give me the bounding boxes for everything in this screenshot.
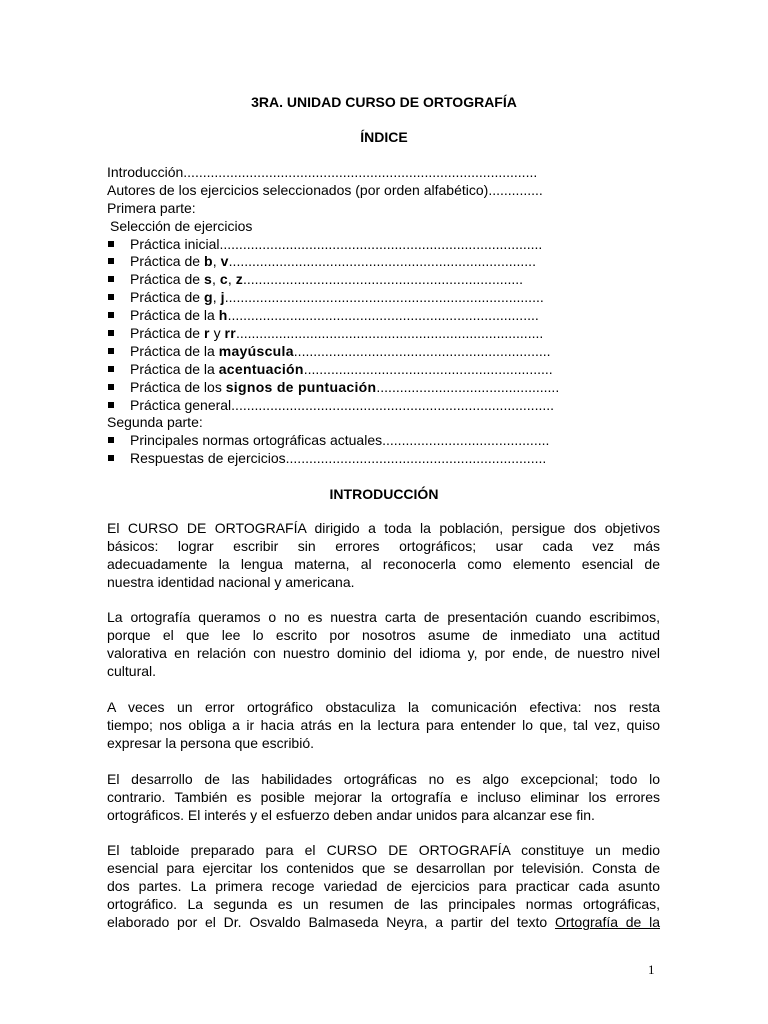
toc-leader-dots: ........................................... [382,432,550,449]
toc-entry-label: Respuestas de ejercicios [130,450,286,467]
paragraph [107,770,660,824]
text-segment: elaborado por el Dr. Osvaldo Balmaseda Neyra, a partir del texto [107,914,555,930]
toc-leader-dots: ............................................................................... [235,325,544,342]
text-line: La ortografía queramos o no es nuestra carta de presentación cuando escribimos, [107,609,660,625]
toc-entry-label: , [212,253,221,270]
text-line: dos partes. La primera recoge variedad de ejercicios para practicar cada asunto [107,878,660,894]
bullet-icon [108,455,114,461]
paragraph [107,608,660,680]
text-line: El CURSO DE ORTOGRAFÍA dirigido a toda la población, persigue dos objetivos [107,520,660,536]
toc-section-primera-parte: Primera parte: [107,199,196,216]
text-line: contrario. También es posible mejorar la ortografía e incluso eliminar los errores [107,789,660,805]
toc-entry-bold-term: g [203,289,213,306]
toc-leader-dots: ........................................................................................... [183,164,538,180]
toc-entry-label: Práctica de [130,271,204,288]
index-heading: ÍNDICE [360,129,408,145]
paragraph [107,519,660,591]
toc-entry-label: y [209,325,225,342]
toc-entry-label: Práctica de la [130,342,219,359]
text-line: porque el que lee lo escrito por nosotros asume de inmediato una actitud [107,627,660,643]
bullet-icon [108,241,114,247]
bullet-icon [108,294,114,300]
toc-entry-label: , [212,289,221,306]
toc-entry-practica[interactable] [107,253,607,271]
toc-subsection-seleccion: Selección de ejercicios [110,217,253,234]
toc-leader-dots: ................................................................ [303,360,553,377]
document-title: 3RA. UNIDAD CURSO DE ORTOGRAFÍA [251,94,517,110]
toc-entry-bold-term: h [218,307,228,324]
toc-leader-dots: ................................................................................... [219,235,543,252]
toc-entry-bold-term: v [220,253,229,270]
toc-entry-label: Autores de los ejercicios seleccionados (por orden alfabético) [107,181,489,198]
text-line: cultural. [107,663,157,679]
toc-entry-label: , [227,271,236,288]
text-line: A veces un error ortográfico obstaculiza la comunicación efectiva: nos resta [107,699,660,715]
bullet-icon [108,276,114,282]
toc-entry-bold-term: signos de puntuación [225,378,377,395]
toc-entry-practica[interactable] [107,271,607,289]
page-number: 1 [648,962,655,977]
toc-entry-bold-term: rr [224,325,236,342]
toc-entry-practica[interactable] [107,325,607,343]
bullet-icon [108,366,114,372]
toc-entry-bold-term: j [220,289,225,306]
text-line: ortográficos. El interés y el esfuerzo deben andar unidos para alcanzar ese fin. [107,807,595,823]
toc-entry-segunda[interactable] [107,450,607,468]
text-line: expresar la persona que escribió. [107,735,315,751]
bullet-icon [108,312,114,318]
toc-leader-dots: ................................................................... [285,450,547,467]
paragraph [107,841,660,931]
toc-practicas-list [107,236,607,415]
toc-leader-dots: ................................................................................ [227,307,539,324]
toc-entry-bold-term: b [203,253,213,270]
toc-segunda-list [107,432,607,468]
toc-entry-label: Práctica de [130,289,204,306]
toc-entry-practica[interactable] [107,379,607,397]
toc-entry-practica[interactable] [107,236,607,254]
text-line [107,913,660,931]
paragraph [107,698,660,752]
toc-entry-label: , [212,271,220,288]
toc-entry-label: Práctica de [130,253,204,270]
bullet-icon [108,348,114,354]
toc-entry-label: Introducción [107,164,184,180]
toc-entry-practica[interactable] [107,343,607,361]
toc-entry-bold-term: mayúscula [218,342,294,359]
toc-entry-introduccion[interactable] [107,164,607,182]
bullet-icon [108,330,114,336]
bullet-icon [108,258,114,264]
text-line: El desarrollo de las habilidades ortográficas no es algo excepcional; todo lo [107,771,660,787]
text-line: ortográfico. La segunda es un resumen de las principales normas ortográficas, [107,896,660,912]
toc-entry-autores[interactable] [107,182,607,200]
toc-entry-practica[interactable] [107,307,607,325]
toc-entry-label: Principales normas ortográficas actuales [130,432,383,449]
toc-entry-label: Práctica de [130,325,204,342]
toc-entry-practica[interactable] [107,361,607,379]
toc-leader-dots: .................................................................. [293,342,551,359]
toc-entry-label: Práctica de la [130,360,219,377]
toc-leader-dots: ................................................................................... [231,396,555,413]
toc-leader-dots: ............................................................................... [228,253,536,270]
toc-entry-label: Práctica de los [130,378,226,395]
bullet-icon [108,384,114,390]
toc-leader-dots: .............. [488,181,543,198]
text-line: El tabloide preparado para el CURSO DE ORTOGRAFÍA constituye un medio [107,842,660,858]
toc-entry-label: Práctica de la [130,307,219,324]
intro-heading: INTRODUCCIÓN [329,486,439,502]
text-line: valorativa en relación con nuestro dominio del idioma y, por ende, de nuestro nivel [107,645,660,661]
text-line: esencial para ejercitar los contenidos que se desarrollan por televisión. Consta de [107,860,660,876]
toc-entry-practica[interactable] [107,397,607,415]
toc-entry-segunda[interactable] [107,432,607,450]
table-of-contents [107,164,607,468]
text-line: básicos: lograr escribir sin errores ortográficos; usar cada vez más [107,538,660,554]
toc-leader-dots: ........................................................................ [243,271,524,288]
toc-entry-bold-term: s [203,271,213,288]
toc-section-segunda-parte: Segunda parte: [107,414,203,431]
bullet-icon [108,437,114,443]
bullet-icon [108,402,114,408]
toc-entry-bold-term: z [235,271,243,288]
toc-entry-bold-term: acentuación [218,360,304,377]
toc-leader-dots: .................................................................................. [224,289,544,306]
toc-entry-bold-term: r [203,325,210,342]
toc-entry-bold-term: c [219,271,228,288]
text-line: adecuadamente la lengua materna, al reconocerla como elemento esencial de [107,556,660,572]
toc-entry-label: Práctica inicial [130,235,220,252]
underlined-book-title: Ortografía de la [554,914,660,930]
text-line: nuestra identidad nacional y americana. [107,574,355,590]
text-line: tiempo; nos obliga a ir hacia atrás en la lectura para entender lo que, tal vez, quiso [107,717,660,733]
toc-entry-practica[interactable] [107,289,607,307]
toc-entry-label: Práctica general [130,396,232,413]
toc-leader-dots: ............................................... [376,378,560,395]
